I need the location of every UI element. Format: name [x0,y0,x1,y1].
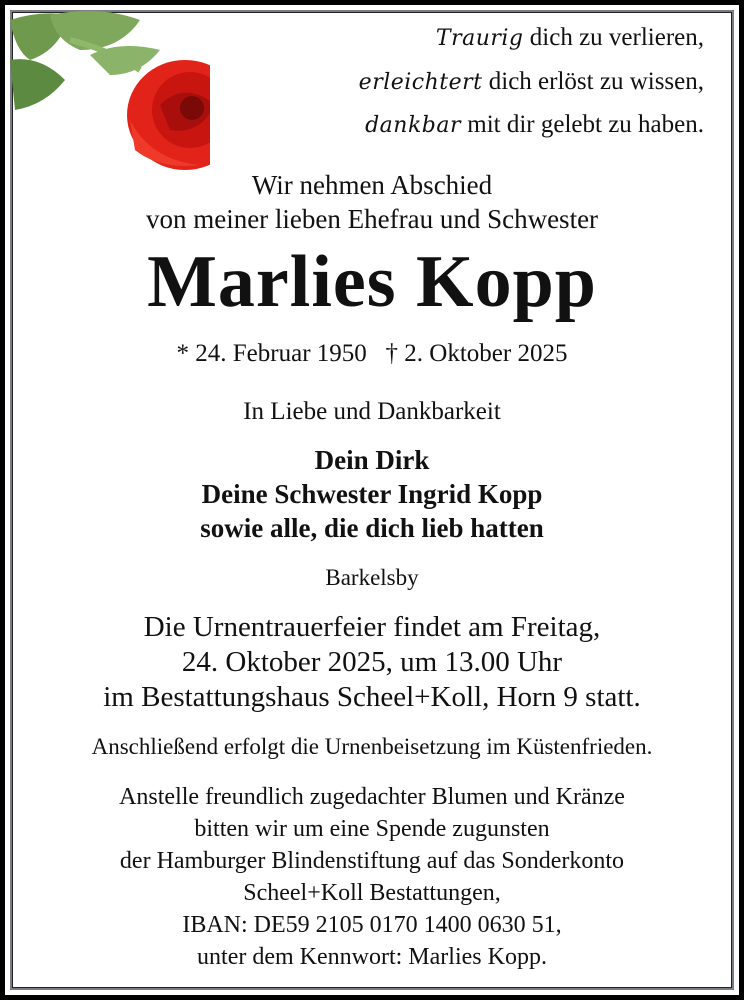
intro-line: Wir nehmen Abschied [251,170,493,200]
donation-line: bitten wir um eine Spende zugunsten [194,816,550,842]
ceremony-line: im Bestattungshaus Scheel+Koll, Horn 9 statt. [103,681,641,713]
donation-line: Scheel+Koll Bestattungen, [243,880,501,906]
ceremony-line: 24. Oktober 2025, um 13.00 Uhr [181,646,563,678]
intro-line: von meiner lieben Ehefrau und Schwester [145,204,599,234]
burial-note: Anschließend erfolgt die Urnenbeisetzung im Küstenfrieden. [91,734,653,759]
donation-line: IBAN: DE59 2105 0170 1400 0630 51, [182,912,562,938]
mourner-line: Dein Dirk [314,445,430,475]
poem-line: erleichtert dich erlöst zu wissen, [358,68,704,95]
life-dates: * 24. Februar 1950 † 2. Oktober 2025 [176,340,568,367]
dedication: In Liebe und Dankbarkeit [243,398,501,425]
deceased-name: Marlies Kopp [147,241,597,323]
donation-line: Anstelle freundlich zugedachter Blumen und Kränze [119,784,625,810]
mourner-line: Deine Schwester Ingrid Kopp [201,479,543,509]
poem-line: Traurig dich zu verlieren, [435,24,704,51]
mourner-line: sowie alle, die dich lieb hatten [200,513,544,543]
donation-line: unter dem Kennwort: Marlies Kopp. [197,944,547,970]
donation-line: der Hamburger Blindenstiftung auf das Sonderkonto [119,848,625,874]
place: Barkelsby [325,565,419,590]
rose-image [10,10,210,170]
poem-line: dankbar mit dir gelebt zu haben. [365,111,704,138]
ceremony-line: Die Urnentrauerfeier findet am Freitag, [143,611,601,643]
